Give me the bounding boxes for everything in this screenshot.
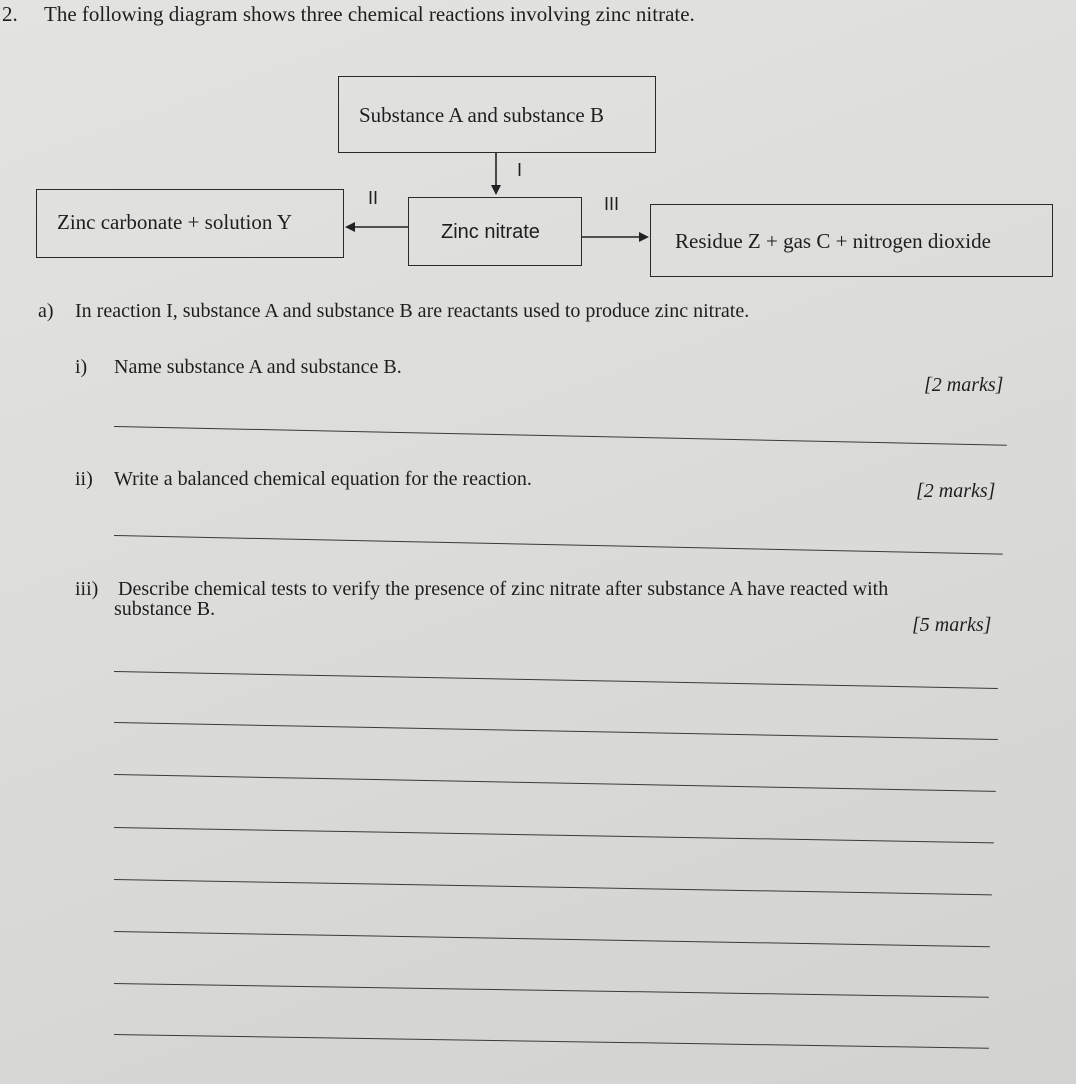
reaction-label-1: I (517, 160, 523, 180)
answer-line[interactable] (114, 931, 990, 947)
part-a-label: a) (38, 300, 54, 322)
answer-line[interactable] (114, 535, 1003, 555)
answer-line[interactable] (114, 827, 994, 843)
part-a-i-label: i) (75, 356, 88, 378)
box-zinc-carbonate (36, 189, 344, 258)
arrow-reaction-3-head (639, 232, 649, 242)
part-a-iii-text-line2: substance B. (114, 598, 216, 620)
reaction-label-3: III (604, 194, 620, 214)
box-zinc-nitrate (408, 197, 582, 266)
box-substance-a-b (338, 76, 656, 153)
box-residue-z-label: Residue Z + gas C + nitrogen dioxide (675, 229, 991, 253)
part-a-iii-label: iii) (75, 578, 99, 600)
question-intro: The following diagram shows three chemical reactions involving zinc nitrate. (44, 2, 695, 26)
part-a-i-text: Name substance A and substance B. (114, 356, 402, 378)
box-zinc-carbonate-label: Zinc carbonate + solution Y (57, 210, 292, 234)
part-a-ii-marks: [2 marks] (916, 480, 996, 502)
answer-line[interactable] (114, 774, 996, 792)
part-a-i-marks: [2 marks] (924, 374, 1004, 396)
answer-line[interactable] (114, 671, 998, 689)
box-residue-z (650, 204, 1053, 277)
answer-line[interactable] (114, 983, 989, 998)
box-zinc-nitrate-label: Zinc nitrate (441, 221, 540, 243)
answer-line[interactable] (114, 426, 1007, 446)
arrow-reaction-2-head (345, 222, 355, 232)
reaction-label-2: II (368, 188, 379, 208)
part-a-ii-text: Write a balanced chemical equation for the reaction. (114, 468, 532, 490)
part-a-iii-text-line1: Describe chemical tests to verify the presence of zinc nitrate after substance A have reacted with (118, 578, 889, 600)
box-substance-a-b-label: Substance A and substance B (359, 103, 604, 127)
answer-line[interactable] (114, 722, 998, 740)
part-a-text: In reaction I, substance A and substance B are reactants used to produce zinc nitrate. (75, 300, 750, 322)
question-number: 2. (2, 2, 18, 26)
answer-line[interactable] (114, 1034, 989, 1049)
part-a-ii-label: ii) (75, 468, 93, 490)
arrow-reaction-1-head (491, 185, 501, 195)
part-a-iii-marks: [5 marks] (912, 614, 992, 636)
answer-line[interactable] (114, 879, 992, 895)
